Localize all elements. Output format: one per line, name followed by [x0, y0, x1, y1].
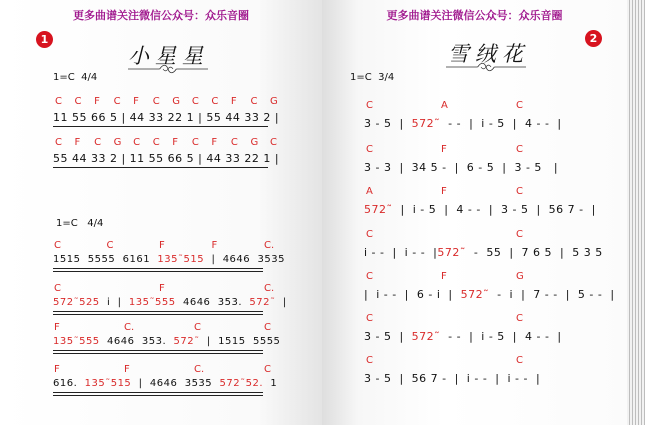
- right-page: [322, 0, 627, 425]
- chord-symbol: C: [191, 137, 199, 148]
- note-group: 4646 353.: [175, 297, 250, 308]
- beam-underline: [53, 126, 268, 127]
- chord-symbol: F: [124, 364, 130, 375]
- chord-symbol: F: [441, 271, 447, 282]
- note-group: - - | i - 5 | 4 - - |: [440, 117, 562, 130]
- chord-symbol: C: [366, 355, 373, 366]
- chord-symbol: F: [172, 137, 179, 148]
- beam-underline: [53, 167, 268, 168]
- chord-symbol: A: [441, 100, 448, 111]
- song-title-right: 雪绒花: [448, 42, 529, 66]
- note-group: | i - - | 6 - i |: [364, 288, 461, 301]
- chord-symbol: F: [159, 283, 165, 294]
- chord-symbol: C: [94, 137, 102, 148]
- note-group: 572˜: [411, 117, 441, 130]
- chord-symbol: C: [264, 364, 271, 375]
- chord-symbol: C.: [124, 322, 135, 333]
- note-group: 572˜: [437, 246, 466, 259]
- notation-row: [53, 297, 287, 308]
- note-group: | i - 5 | 4 - - | 3 - 5 | 56 7 - |: [392, 203, 596, 216]
- beam-underline: [53, 395, 263, 396]
- notation-row: [53, 378, 277, 389]
- notation-row: [364, 246, 603, 259]
- chord-symbol: F: [133, 96, 139, 107]
- note-group: 135˜555: [53, 336, 100, 347]
- chord-symbol: F: [230, 96, 237, 107]
- chord-symbol: G: [516, 271, 524, 282]
- chord-symbol: C: [516, 186, 523, 197]
- note-group: - i | 7 - - | 5 - - |: [489, 288, 615, 301]
- chord-symbol: G: [113, 137, 122, 148]
- chord-symbol: C: [191, 96, 199, 107]
- chord-symbol: C: [270, 137, 277, 148]
- left-page: [0, 0, 322, 425]
- note-group: 572˜: [460, 288, 490, 301]
- note-group: 1: [263, 378, 278, 389]
- notation-row: [53, 111, 279, 124]
- beam-underline: [53, 311, 263, 312]
- note-group: 616.: [53, 378, 85, 389]
- key-signature: 1=C 4/4: [53, 72, 98, 83]
- beam-underline: [53, 350, 263, 351]
- note-group: | 4646 3535: [204, 254, 285, 265]
- notation-row: [53, 336, 280, 347]
- page-header-right: 更多曲谱关注微信公众号：众乐音圈: [386, 9, 563, 22]
- chord-symbol: F: [74, 137, 81, 148]
- note-group: 3 - 3 | 34 5 - | 6 - 5 | 3 - 5 |: [364, 161, 559, 174]
- note-group: | 4646 3535: [131, 378, 220, 389]
- chord-symbol: C: [366, 144, 373, 155]
- chord-symbol: F: [54, 322, 60, 333]
- title-flourish-icon-right: [436, 62, 536, 72]
- chord-symbol: C: [55, 96, 62, 107]
- chord-symbol: C.: [264, 240, 275, 251]
- chord-symbol: A: [366, 186, 373, 197]
- note-group: 3 - 5 |: [364, 330, 412, 343]
- note-group: | 1515 5555: [199, 336, 281, 347]
- chord-symbol: C: [74, 96, 82, 107]
- notation-row: [364, 161, 558, 174]
- page-number-badge-right: 2: [585, 30, 602, 47]
- title-flourish-icon: [118, 64, 218, 74]
- chord-symbol: C: [230, 137, 238, 148]
- beam-underline: [53, 314, 263, 315]
- note-group: 1515 5555 6161: [53, 254, 158, 265]
- chord-symbol: C: [366, 100, 373, 111]
- chord-symbol: G: [270, 96, 278, 107]
- note-group: 572˜: [364, 203, 393, 216]
- chord-symbol: C: [55, 137, 62, 148]
- key-signature-right: 1=C 3/4: [350, 72, 395, 83]
- chord-symbol: C: [516, 100, 523, 111]
- note-group: 135˜515: [84, 378, 132, 389]
- notation-row: [364, 330, 562, 343]
- notation-row: [364, 117, 562, 130]
- note-group: i |: [99, 297, 129, 308]
- note-group: i - - | i - - |: [364, 246, 438, 259]
- notation-row: [364, 372, 540, 385]
- note-group: 572˜: [173, 336, 200, 347]
- note-group: 572˜: [249, 297, 276, 308]
- key-signature-2: 1=C 4/4: [56, 218, 104, 229]
- note-group: 3 - 5 |: [364, 117, 412, 130]
- page-number-badge: 1: [36, 31, 53, 48]
- note-group: 135˜515: [157, 254, 205, 265]
- chord-symbol: C: [516, 355, 523, 366]
- beam-underline: [53, 268, 263, 269]
- note-group: 572˜525: [53, 297, 100, 308]
- note-group: 11 55 66 5 | 44 33 22 1 | 55 44 33 2 |: [53, 111, 280, 124]
- chord-symbol: C: [366, 271, 373, 282]
- notation-row: [364, 288, 615, 301]
- chord-symbol: C: [54, 240, 61, 251]
- chord-symbol: C.: [194, 364, 205, 375]
- chord-symbol: C: [152, 96, 160, 107]
- page-header: 更多曲谱关注微信公众号：众乐音圈: [73, 9, 249, 22]
- note-group: 4646 353.: [99, 336, 174, 347]
- note-group: - - | i - 5 | 4 - - |: [440, 330, 562, 343]
- chord-symbol: C: [54, 283, 61, 294]
- chord-symbol: F: [441, 144, 447, 155]
- chord-symbol: G: [172, 96, 181, 107]
- song-title: 小星星: [128, 44, 209, 68]
- note-group: 135˜555: [128, 297, 176, 308]
- note-group: 55 44 33 2 | 11 55 66 5 | 44 33 22 1 |: [53, 152, 280, 165]
- beam-underline: [53, 392, 263, 393]
- chord-symbol: C: [264, 322, 271, 333]
- chord-symbol: F: [441, 186, 447, 197]
- chord-symbol: C: [250, 96, 258, 107]
- chord-symbol: C.: [264, 283, 275, 294]
- note-group: |: [275, 297, 287, 308]
- chord-symbol: F: [211, 240, 218, 251]
- chord-symbol: C: [516, 229, 523, 240]
- beam-underline: [53, 353, 263, 354]
- chord-symbol: C: [113, 96, 121, 107]
- notation-row: [53, 152, 279, 165]
- chord-symbol: C: [133, 137, 141, 148]
- chord-symbol: F: [211, 137, 218, 148]
- chord-symbol: C: [194, 322, 201, 333]
- note-group: - 55 | 7 6 5 | 5 3 5: [465, 246, 603, 259]
- chord-symbol: C: [366, 229, 373, 240]
- notation-row: [53, 254, 285, 265]
- beam-underline: [53, 271, 263, 272]
- chord-symbol: F: [94, 96, 100, 107]
- chord-symbol: C: [152, 137, 160, 148]
- chord-symbol: C: [516, 313, 523, 324]
- note-group: 572˜52.: [219, 378, 264, 389]
- notation-row: [364, 203, 596, 216]
- note-group: 572˜: [411, 330, 441, 343]
- note-group: 3 - 5 | 56 7 - | i - - | i - - |: [364, 372, 541, 385]
- chord-symbol: C: [211, 96, 219, 107]
- page-edges: [627, 0, 645, 425]
- chord-symbol: F: [159, 240, 165, 251]
- chord-symbol: C: [366, 313, 373, 324]
- chord-symbol: C: [106, 240, 114, 251]
- chord-symbol: G: [250, 137, 259, 148]
- chord-symbol: C: [516, 144, 523, 155]
- chord-symbol: F: [54, 364, 60, 375]
